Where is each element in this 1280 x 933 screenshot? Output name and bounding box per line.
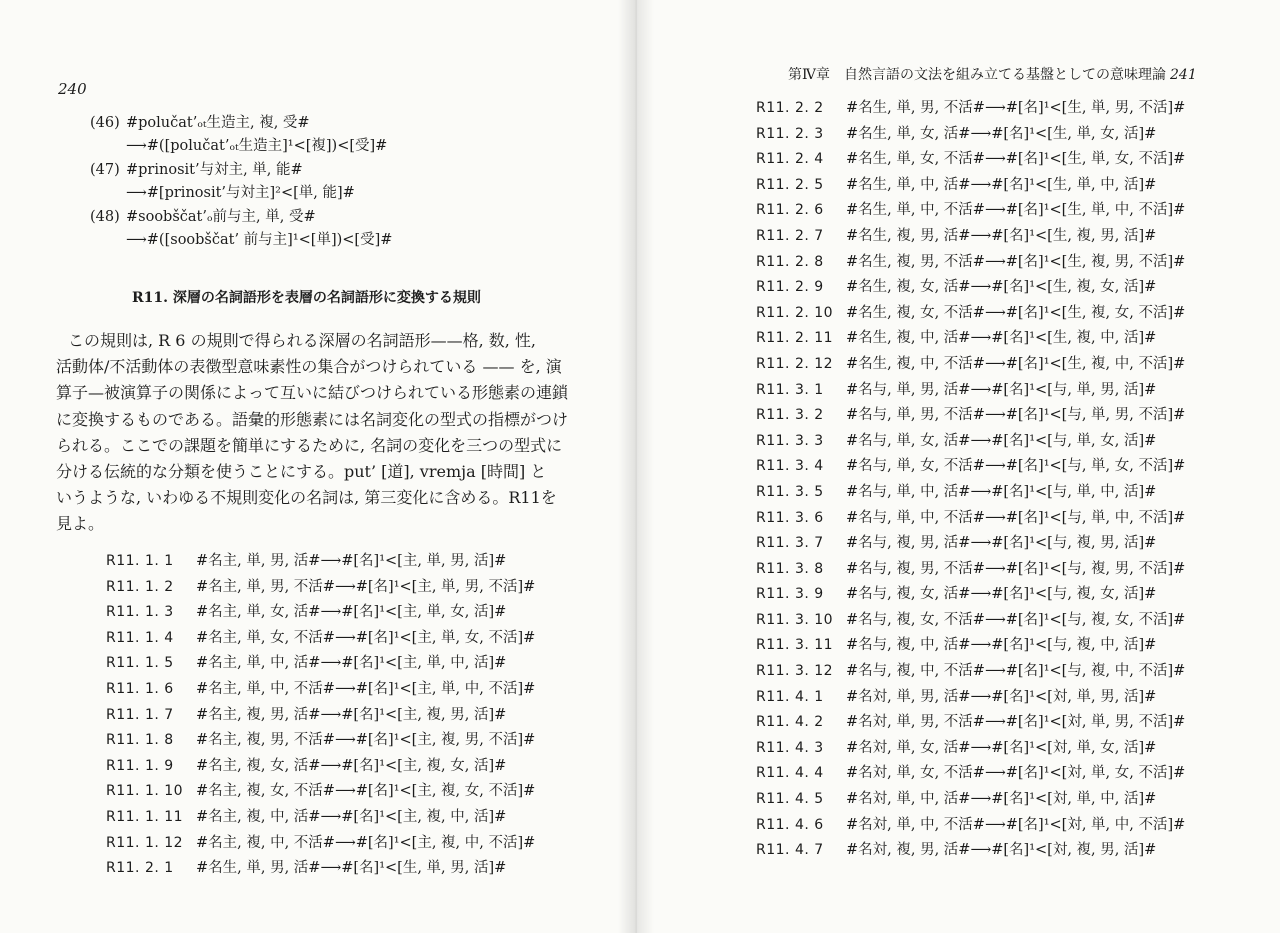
rule-row (756, 838, 1185, 864)
rule-id: R11. 1. 7 (106, 706, 174, 723)
running-header (788, 64, 1197, 84)
rule-formula: #名主, 単, 男, 活#⟶#[名]¹<[主, 単, 男, 活]# (196, 553, 507, 569)
rule-id: R11. 3. 11 (756, 637, 834, 654)
rule-formula: #名主, 単, 中, 活#⟶#[名]¹<[主, 単, 中, 活]# (196, 655, 507, 672)
rule-row (756, 659, 1185, 685)
example-line: #polučat’ₒₜ生造主, 複, 受# (126, 115, 310, 131)
text-line: られる。ここでの課題を簡単にするために, 名詞の変化を三つの型式に (56, 435, 563, 455)
rule-row (756, 736, 1185, 762)
rule-id: R11. 2. 12 (756, 355, 834, 372)
rule-formula: #名生, 単, 男, 活#⟶#[名]¹<[生, 単, 男, 活]# (196, 860, 507, 877)
rule-formula: #名主, 単, 男, 不活#⟶#[名]¹<[主, 単, 男, 不活]# (196, 578, 536, 595)
rule-id: R11. 2. 8 (756, 253, 824, 270)
rule-formula: #名対, 単, 中, 不活#⟶#[名]¹<[対, 単, 中, 不活]# (846, 816, 1186, 833)
rule-formula: #名与, 複, 男, 不活#⟶#[名]¹<[与, 複, 男, 不活]# (846, 560, 1186, 577)
rule-row (106, 703, 535, 729)
rule-formula: #名生, 単, 中, 不活#⟶#[名]¹<[生, 単, 中, 不活]# (846, 202, 1186, 219)
example-number: (47) (90, 162, 120, 178)
rule-row (756, 633, 1185, 659)
rule-id: R11. 2. 3 (756, 125, 824, 142)
rule-id: R11. 1. 10 (106, 783, 184, 800)
rule-id: R11. 1. 5 (106, 655, 174, 672)
rule-row (106, 549, 535, 575)
rule-row (756, 122, 1185, 148)
rule-id: R11. 3. 1 (756, 381, 824, 398)
rule-formula: #名生, 複, 男, 不活#⟶#[名]¹<[生, 複, 男, 不活]# (846, 253, 1186, 270)
rule-formula: #名与, 単, 中, 活#⟶#[名]¹<[与, 単, 中, 活]# (846, 483, 1157, 500)
rule-row (106, 805, 535, 831)
rule-id: R11. 4. 6 (756, 816, 824, 833)
rule-id: R11. 1. 3 (106, 604, 174, 621)
rule-row (756, 352, 1185, 378)
rule-row (756, 147, 1185, 173)
rule-row (756, 864, 1185, 890)
rule-row (756, 403, 1185, 429)
rule-row (756, 506, 1185, 532)
rule-list (106, 549, 535, 882)
rule-row (106, 677, 535, 703)
rule-formula: #名生, 複, 女, 活#⟶#[名]¹<[生, 複, 女, 活]# (846, 279, 1157, 296)
rule-row (756, 608, 1185, 634)
rule-row (756, 173, 1185, 199)
example-line: #soobščat’ₒ前与主, 単, 受# (126, 209, 316, 225)
rule-formula: #名生, 複, 中, 活#⟶#[名]¹<[生, 複, 中, 活]# (846, 330, 1157, 347)
example-line: ⟶#[prinosit’与対主]²<[単, 能]# (126, 185, 355, 201)
rule-id: R11. 1. 11 (106, 808, 184, 825)
rule-id: R11. 2. 7 (756, 227, 824, 244)
section-heading: R11. 深層の名詞語形を表層の名詞語形に変換する規則 (132, 290, 481, 306)
body-paragraph (56, 328, 572, 538)
rule-id: R11. 1. 8 (106, 732, 174, 749)
rule-row (756, 326, 1185, 352)
rule-formula: #名与, 単, 女, 不活#⟶#[名]¹<[与, 単, 女, 不活]# (846, 458, 1186, 475)
text-line: に変換するものである。語彙的形態素には名詞変化の型式の指標がつけ (56, 409, 569, 429)
text-line: 分ける伝統的な分類を使うことにする。put’ [道], vremja [時間] と (56, 462, 547, 482)
rule-row (106, 626, 535, 652)
rule-id: R11. 3. 12 (756, 663, 834, 680)
rule-row (106, 728, 535, 754)
rule-id: R11. 4. 3 (756, 739, 824, 756)
rule-id: R11. 3. 2 (756, 407, 824, 424)
text-line: 見よ。 (56, 514, 105, 534)
rule-row (106, 651, 535, 677)
rule-id: R11. 4. 1 (756, 688, 824, 705)
rule-id: R11. 4. 7 (756, 842, 824, 859)
rule-formula: #名与, 複, 女, 不活#⟶#[名]¹<[与, 複, 女, 不活]# (846, 611, 1186, 628)
book-gutter (618, 0, 654, 933)
rule-formula: #名生, 複, 女, 不活#⟶#[名]¹<[生, 複, 女, 不活]# (846, 304, 1186, 321)
rule-formula: #名主, 複, 女, 活#⟶#[名]¹<[主, 複, 女, 活]# (196, 757, 507, 774)
rule-row (756, 275, 1185, 301)
rule-formula: #名主, 単, 中, 不活#⟶#[名]¹<[主, 単, 中, 不活]# (196, 680, 536, 697)
example-line: ⟶#([polučat’ₒₜ生造主]¹<[複])<[受]# (126, 138, 388, 154)
rule-id: R11. 1. 4 (106, 629, 174, 646)
rule-formula: #名主, 複, 中, 不活#⟶#[名]¹<[主, 複, 中, 不活]# (196, 834, 536, 851)
rule-formula: #名対, 単, 男, 活#⟶#[名]¹<[対, 単, 男, 活]# (846, 688, 1157, 705)
rule-row (756, 250, 1185, 276)
rule-id: R11. 2. 11 (756, 330, 834, 347)
rule-formula: #名与, 単, 男, 活#⟶#[名]¹<[与, 単, 男, 活]# (846, 381, 1157, 398)
chapter-title: 第Ⅳ章 自然言語の文法を組み立てる基盤としての意味理論 (788, 67, 1166, 83)
rule-formula: #名与, 単, 中, 不活#⟶#[名]¹<[与, 単, 中, 不活]# (846, 509, 1186, 526)
rule-formula: #名与, 単, 女, 活#⟶#[名]¹<[与, 単, 女, 活]# (846, 432, 1157, 449)
rule-id: R11. 1. 9 (106, 757, 174, 774)
rule-formula: #名生, 単, 中, 活#⟶#[名]¹<[生, 単, 中, 活]# (846, 176, 1157, 193)
left-page (0, 0, 636, 933)
rule-id: R11. 2. 4 (756, 151, 824, 168)
rule-row (756, 531, 1185, 557)
text-line: 算子—被演算子の関係によって互いに結びつけられている形態素の連鎖 (56, 383, 569, 403)
rule-row (106, 600, 535, 626)
rule-row (756, 480, 1185, 506)
rule-id: R11. 2. 2 (756, 100, 824, 116)
rule-id: R11. 1. 2 (106, 578, 174, 595)
text-line: いうような, いわゆる不規則変化の名詞は, 第三変化に含める。R11を (56, 488, 557, 508)
rule-formula: #名生, 単, 女, 活#⟶#[名]¹<[生, 単, 女, 活]# (846, 125, 1157, 142)
rule-id: R11. 2. 9 (756, 279, 824, 296)
rule-formula: #名対, 単, 女, 活#⟶#[名]¹<[対, 単, 女, 活]# (846, 739, 1157, 756)
rule-row (756, 685, 1185, 711)
rule-id: R11. 3. 4 (756, 458, 824, 475)
rule-formula: #名主, 複, 女, 不活#⟶#[名]¹<[主, 複, 女, 不活]# (196, 783, 536, 800)
right-page (636, 0, 1280, 933)
rule-formula: #名対, 単, 中, 活#⟶#[名]¹<[対, 単, 中, 活]# (846, 791, 1157, 808)
rule-formula: #名与, 複, 男, 活#⟶#[名]¹<[与, 複, 男, 活]# (846, 535, 1157, 552)
rule-row (106, 779, 535, 805)
rule-id: R11. 2. 1 (106, 860, 174, 877)
example-47 (90, 159, 355, 205)
rule-id: R11. 4. 4 (756, 765, 824, 782)
rule-formula: #名対, 複, 男, 活#⟶#[名]¹<[対, 複, 男, 活]# (846, 842, 1157, 859)
rule-row (756, 429, 1185, 455)
rule-row (106, 754, 535, 780)
rule-id: R11. 3. 9 (756, 586, 824, 603)
page-number: 240 (58, 80, 87, 98)
example-number: (46) (90, 115, 120, 131)
rule-id: R11. 3. 10 (756, 611, 834, 628)
rule-formula: #名与, 単, 男, 不活#⟶#[名]¹<[与, 単, 男, 不活]# (846, 407, 1186, 424)
rule-id: R11. 2. 6 (756, 202, 824, 219)
example-line: #prinosit’与対主, 単, 能# (126, 162, 303, 178)
rule-formula: #名生, 複, 男, 活#⟶#[名]¹<[生, 複, 男, 活]# (846, 227, 1157, 244)
rule-id: R11. 1. 6 (106, 680, 174, 697)
example-line: ⟶#([soobščat’ 前与主]¹<[単])<[受]# (126, 232, 393, 248)
rule-row (756, 301, 1185, 327)
rule-formula: #名生, 複, 中, 不活#⟶#[名]¹<[生, 複, 中, 不活]# (846, 355, 1186, 372)
rule-row (756, 96, 1185, 122)
rule-row (756, 761, 1185, 787)
rule-formula: #名生, 単, 男, 不活#⟶#[名]¹<[生, 単, 男, 不活]# (846, 100, 1186, 116)
rule-id: R11. 2. 10 (756, 304, 834, 321)
rule-id: R11. 3. 6 (756, 509, 824, 526)
rule-row (756, 787, 1185, 813)
rule-formula: #名与, 複, 女, 活#⟶#[名]¹<[与, 複, 女, 活]# (846, 586, 1157, 603)
rule-id: R11. 3. 5 (756, 483, 824, 500)
rule-row (106, 575, 535, 601)
rule-formula: #名主, 単, 女, 活#⟶#[名]¹<[主, 単, 女, 活]# (196, 604, 507, 621)
rule-id: R11. 4. 2 (756, 714, 824, 731)
rule-row (756, 224, 1185, 250)
rule-formula: #名主, 単, 女, 不活#⟶#[名]¹<[主, 単, 女, 不活]# (196, 629, 536, 646)
rule-id: R11. 1. 1 (106, 553, 174, 569)
rule-id: R11. 3. 3 (756, 432, 824, 449)
rule-id: R11. 3. 8 (756, 560, 824, 577)
rule-row (756, 582, 1185, 608)
rule-row (756, 710, 1185, 736)
rule-id: R11. 3. 7 (756, 535, 824, 552)
rule-formula: #名生, 単, 女, 不活#⟶#[名]¹<[生, 単, 女, 不活]# (846, 151, 1186, 168)
rule-formula: #名与, 複, 中, 活#⟶#[名]¹<[与, 複, 中, 活]# (846, 637, 1157, 654)
text-line: この規則は, R 6 の規則で得られる深層の名詞語形——格, 数, 性, (68, 331, 537, 350)
rule-formula: #名対, 単, 女, 不活#⟶#[名]¹<[対, 単, 女, 不活]# (846, 765, 1186, 782)
example-number: (48) (90, 209, 120, 225)
rule-formula: #名主, 複, 中, 活#⟶#[名]¹<[主, 複, 中, 活]# (196, 808, 507, 825)
rule-formula: #名与, 複, 中, 不活#⟶#[名]¹<[与, 複, 中, 不活]# (846, 663, 1186, 680)
rule-row (106, 831, 535, 857)
rule-formula: #名対, 単, 男, 不活#⟶#[名]¹<[対, 単, 男, 不活]# (846, 714, 1186, 731)
rule-id: R11. 4. 5 (756, 791, 824, 808)
rule-formula: #名主, 複, 男, 不活#⟶#[名]¹<[主, 複, 男, 不活]# (196, 732, 536, 749)
rule-formula: #名主, 複, 男, 活#⟶#[名]¹<[主, 複, 男, 活]# (196, 706, 507, 723)
rule-row (756, 198, 1185, 224)
page-number: 241 (1170, 67, 1197, 83)
rule-row (756, 454, 1185, 480)
rule-list (756, 96, 1185, 889)
rule-row (106, 856, 535, 882)
example-48 (90, 206, 392, 252)
rule-row (756, 378, 1185, 404)
example-46 (90, 112, 387, 158)
rule-id: R11. 1. 12 (106, 834, 184, 851)
text-line: 活動体/不活動体の表徴型意味素性の集合がつけられている —— を, 演 (56, 357, 562, 377)
rule-id: R11. 2. 5 (756, 176, 824, 193)
rule-row (756, 813, 1185, 839)
rule-row (756, 557, 1185, 583)
